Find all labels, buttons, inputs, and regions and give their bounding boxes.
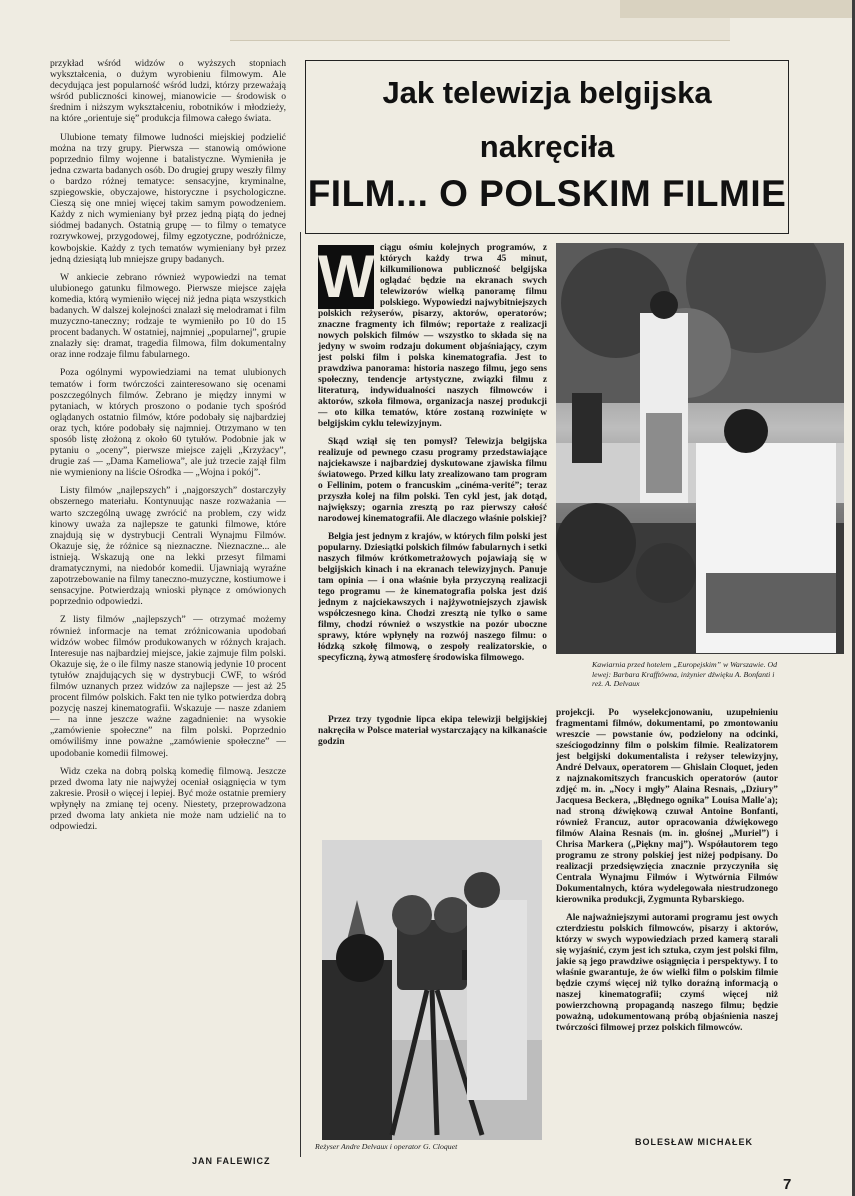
photo-caption-1: Kawiarnia przed hotelem „Europejskim” w Warszawie. Od lewej: Barbara Krafftówna, inżynier dźwięku A. Bonfanti i reż. A. Delvaux	[592, 660, 778, 688]
photo-caption-2: Reżyser Andre Delvaux i operator G. Cloquet	[315, 1142, 458, 1151]
left-paragraph: Z listy filmów „najlepszych” — otrzymać możemy również informacje na temat zróżnicowania upodobań widzów wobec filmów produkowanych w różnych krajach. Interesuje nas najbardziej miejsce, jakie zajmuje film polski. Okazuje się, że o ile filmy nasze stanowią jedynie 10 procent tytułów znajdujących się w dystrybucji CWF, to wśród filmów uznanych przez widzów za najlepsze — jest aż 25 procent filmów polskich. Fakt ten nie tylko potwierdza dobrą pozycję naszej kinematografii. Wskazuje — nasze zdaniem — na inne jeszcze ważne zagadnienie: na wysokie „zamówienie społeczne” na film polski. Poprzednio omówiliśmy inne poważne „zamówienie społeczne” — upodobanie komedii filmowej.	[50, 614, 286, 759]
photo-cafe-scene	[556, 243, 844, 654]
left-paragraph: W ankiecie zebrano również wypowiedzi na temat ulubionego gatunku filmowego. Pierwsze miejsce zajęła komedia, którą wymieniło więcej niż jedna piąta wszystkich badanych. W dalszej kolejności znalazł się melodramat i film muzyczno-taneczny; rodzaje te wymieniło po 10 do 15 procent badanych. W ostatniej, najmniej „popularnej”, grupie znalazły się: dramat, tragedia filmowa, film dokumentalny oraz inne rodzaje filmu fabularnego.	[50, 271, 286, 361]
column-divider	[300, 232, 301, 1157]
page-number: 7	[783, 1176, 792, 1193]
author-signature-left: JAN FALEWICZ	[192, 1156, 271, 1166]
left-paragraph: Ulubione tematy filmowe ludności miejskiej podzielić można na trzy grupy. Pierwsza — stanowią omówione poprzednio filmy wojenne i batalistyczne. Wymieniła je jedna czwarta badanych osób. Do drugiej grupy weszły filmy o bardzo różnej tematyce: sensacyjne, kryminalne, szpiegowskie, obyczajowe, historyczne i psychologiczne. Cieszą się one mniej więcej takim samym powodzeniem. Każdy z nich wymieniany był przez jedną piątą do jednej siódmej badanych. Ostatnią grupę — to filmy o tematyce rozrywkowej, przygodowej, filmy egzotyczne, podróżnicze, kowbojskie. Każdy z tych tematów wymieniany był przez jedną dziesiątą lub mniejsze grupy badanych.	[50, 131, 286, 265]
right-article-column	[556, 708, 778, 1130]
left-paragraph: Widz czeka na dobrą polską komedię filmową. Jeszcze przed dwoma laty nie najwyżej oceniał osiągnięcia w tym zakresie. Prosił o więcej i lepiej. Być może ostatnie premiery wpłynęły na zmianę tej oceny. Niestety, przeprowadzona przed dwoma laty ankieta nie może nam udzielić na to odpowiedzi.	[50, 765, 286, 833]
mid-paragraph: Skąd wziął się ten pomysł? Telewizja belgijska realizuje od pewnego czasu programy przedstawiające najciekawsze i najbardziej dyskutowane zjawiska filmu światowego. Przed kilku laty zrealizowano tam program o Fellinim, potem o francuskim „cinéma-verité”; teraz przyszła kolej na film polski. Ten cykl jest, jak dotąd, największy; ogarnia zresztą po raz pierwszy całość narodowej kinematografii. Ale dlaczego właśnie polskiej?	[318, 437, 547, 524]
torn-paper-edge-right	[620, 0, 852, 18]
mid-paragraph: ciągu ośmiu kolejnych programów, z których każdy trwa 45 minut, kilkumilionowa publiczność belgijska oglądać będzie na ekranach swych telewizorów wielką panoramę filmu polskiego. Wypowiedzi najwybitniejszych polskich reżyserów, pisarzy, aktorów, operatorów; znaczne fragmenty ich filmów; reportaże z realizacji nowych polskich filmów — wszystko to składa się na jedyny w swoim rodzaju dokument objaśniający, czym jest polski film i polska kinematografia. Jest to prawdziwa panorama: historia naszego filmu, jego sens społeczny, tendencje artystyczne, związki filmu z literaturą, indywidualności naszych filmowców i aktorów, szkoła filmowa, organizacja naszej produkcji — oto kilka tematów, które zostaną rozwinięte w belgijskim cyklu telewizyjnym.	[318, 243, 547, 429]
left-paragraph: Poza ogólnymi wypowiedziami na temat ulubionych tematów i form twórczości zainteresowano się ocenami poszczególnych filmów. Zebrano je między innymi w pytaniach, w których proszono o podanie tych spośród oglądanych ostatnio filmów, które podobały się najbardziej oraz tych, które podobały się najmniej. Otrzymano w ten sposób listę złożoną z około 60 tytułów. Podobnie jak w pytaniu o „oceny”, pierwsze miejsce zajęli „Krzyżacy”, drugie zaś — „Dama Kameliowa”, ale już trzecie zajął film nie wymieniony na liście Ośrodka — „Wojna i pokój”.	[50, 367, 286, 479]
drop-cap: W	[318, 243, 375, 310]
author-signature-right: BOLESŁAW MICHAŁEK	[635, 1137, 753, 1147]
left-paragraph: przykład wśród widzów o wyższych stopniach wykształcenia, o dużym wyrobieniu filmowym. Ale decydująca jest popularność wśród ludzi, którzy przeważają wśród publiczności kinowej, mianowicie — środowisk o średnim i niższym wykształceniu, robotników i młodzieży, na które „orientuje się” produkcja filmowa całego świata.	[50, 58, 286, 125]
middle-article-column-lower	[318, 715, 547, 827]
photo-camera-crew	[322, 840, 542, 1140]
middle-article-column	[318, 243, 547, 713]
mid-paragraph: Przez trzy tygodnie lipca ekipa telewizji belgijskiej nakręciła w Polsce materiał wystarczający na kilkanaście godzin	[318, 715, 547, 747]
headline-line-1: Jak telewizja belgijska	[382, 75, 712, 110]
left-paragraph: Listy filmów „najlepszych” i „najgorszych” dostarczyły obszernego materiału. Kontynuując nasze rozważania — warto szczególną uwagę zwrócić na problem, czy widz kinowy uważa za najlepsze te gatunki filmowe, które znajdują się w dystrybucji Centrali Wynajmu Filmów. Okazuje się, że różnice są nieznaczne. Nieznaczne... ale istnieją. Wskazują one na lekki przesyt filmami dramatycznymi, na niedobór komedii. Ujawniają wyraźne zapotrzebowanie na filmy taneczno-muzyczne, kostiumowe i sensacyjne. Potwierdzają wnioski płynące z omówionych poprzednio odpowiedzi.	[50, 485, 286, 608]
right-paragraph: projekcji. Po wyselekcjonowaniu, uzupełnieniu fragmentami filmów, dokumentami, po zmontowaniu wreszcie — powstanie ów, podzielony na odcinki, sześciogodzinny film o polskim filmie. Realizatorem jest belgijski dokumentalista i reżyser telewizyjny, André Delvaux, operatorem — Ghislain Cloquet, jeden z najznakomitszych francuskich operatorów (autor zdjęć m. in. „Nocy i mgły” Alaina Resnais, „Dziury” Jacquesa Beckera, „Błędnego ognika” Louisa Malle'a); nad stroną dźwiękową czuwał Antoine Bonfanti, również Francuz, autor opracowania dźwiękowego filmów Alaina Resnais (m. in. głośnej „Muriel”) i Chrisa Markera („Piękny maj”). Współautorem tego programu ze strony polskiej jest niżej podpisany. Do realizacji przedsięwzięcia znacznie przyczyniła się Centrala Wynajmu Filmów i Wytwórnia Filmów Dokumentalnych, która wydelegowała niestrudzonego kierownika produkcji, Zygmunta Rybarskiego.	[556, 708, 778, 905]
mid-paragraph: Belgia jest jednym z krajów, w których film polski jest popularny. Dziesiątki polskich filmów fabularnych i setki naszych filmów krótkometrażowych pojawiają się w belgijskich kinach i na ekranach telewizyjnych. Panuje tam opinia — i ona właśnie była przyczyną realizacji tego programu — że kinematografia polska jest dziś jednym z najciekawszych i najżywotniejszych zjawisk współczesnego kina. Chodzi zresztą nie tylko o same filmy, chodzi również o wszystkie na pozór uboczne sprawy, które wpłynęły na rozwój naszego filmu: o łódzką szkołę filmową, o zespoły realizatorskie, o specyficzną, żywą atmosferę środowiska filmowego.	[318, 532, 547, 663]
headline-line-3: FILM... O POLSKIM FILMIE	[307, 173, 787, 214]
headline-box	[305, 60, 789, 234]
right-paragraph: Ale najważniejszymi autorami programu jest owych czterdziestu polskich filmowców, pisarzy i aktorów, którzy w swych wypowiedziach przed kamerą starali się wyjaśnić, czym jest ich sztuka, czym jest polski film, jakie są jego prawdziwe osiągnięcia i perspektywy. I to właśnie gwarantuje, że ów wielki film o polskim filmie będzie czymś więcej niż tylko doraźną informacją o naszej kinematografii; czymś więcej niż powierzchowną propagandą naszego filmu; będzie poważną, udokumentowaną próbą objaśnienia naszej twórczości filmowej przez polskich filmowców.	[556, 913, 778, 1033]
left-article-column	[50, 58, 286, 1148]
headline-line-2: nakręciła	[479, 129, 615, 164]
